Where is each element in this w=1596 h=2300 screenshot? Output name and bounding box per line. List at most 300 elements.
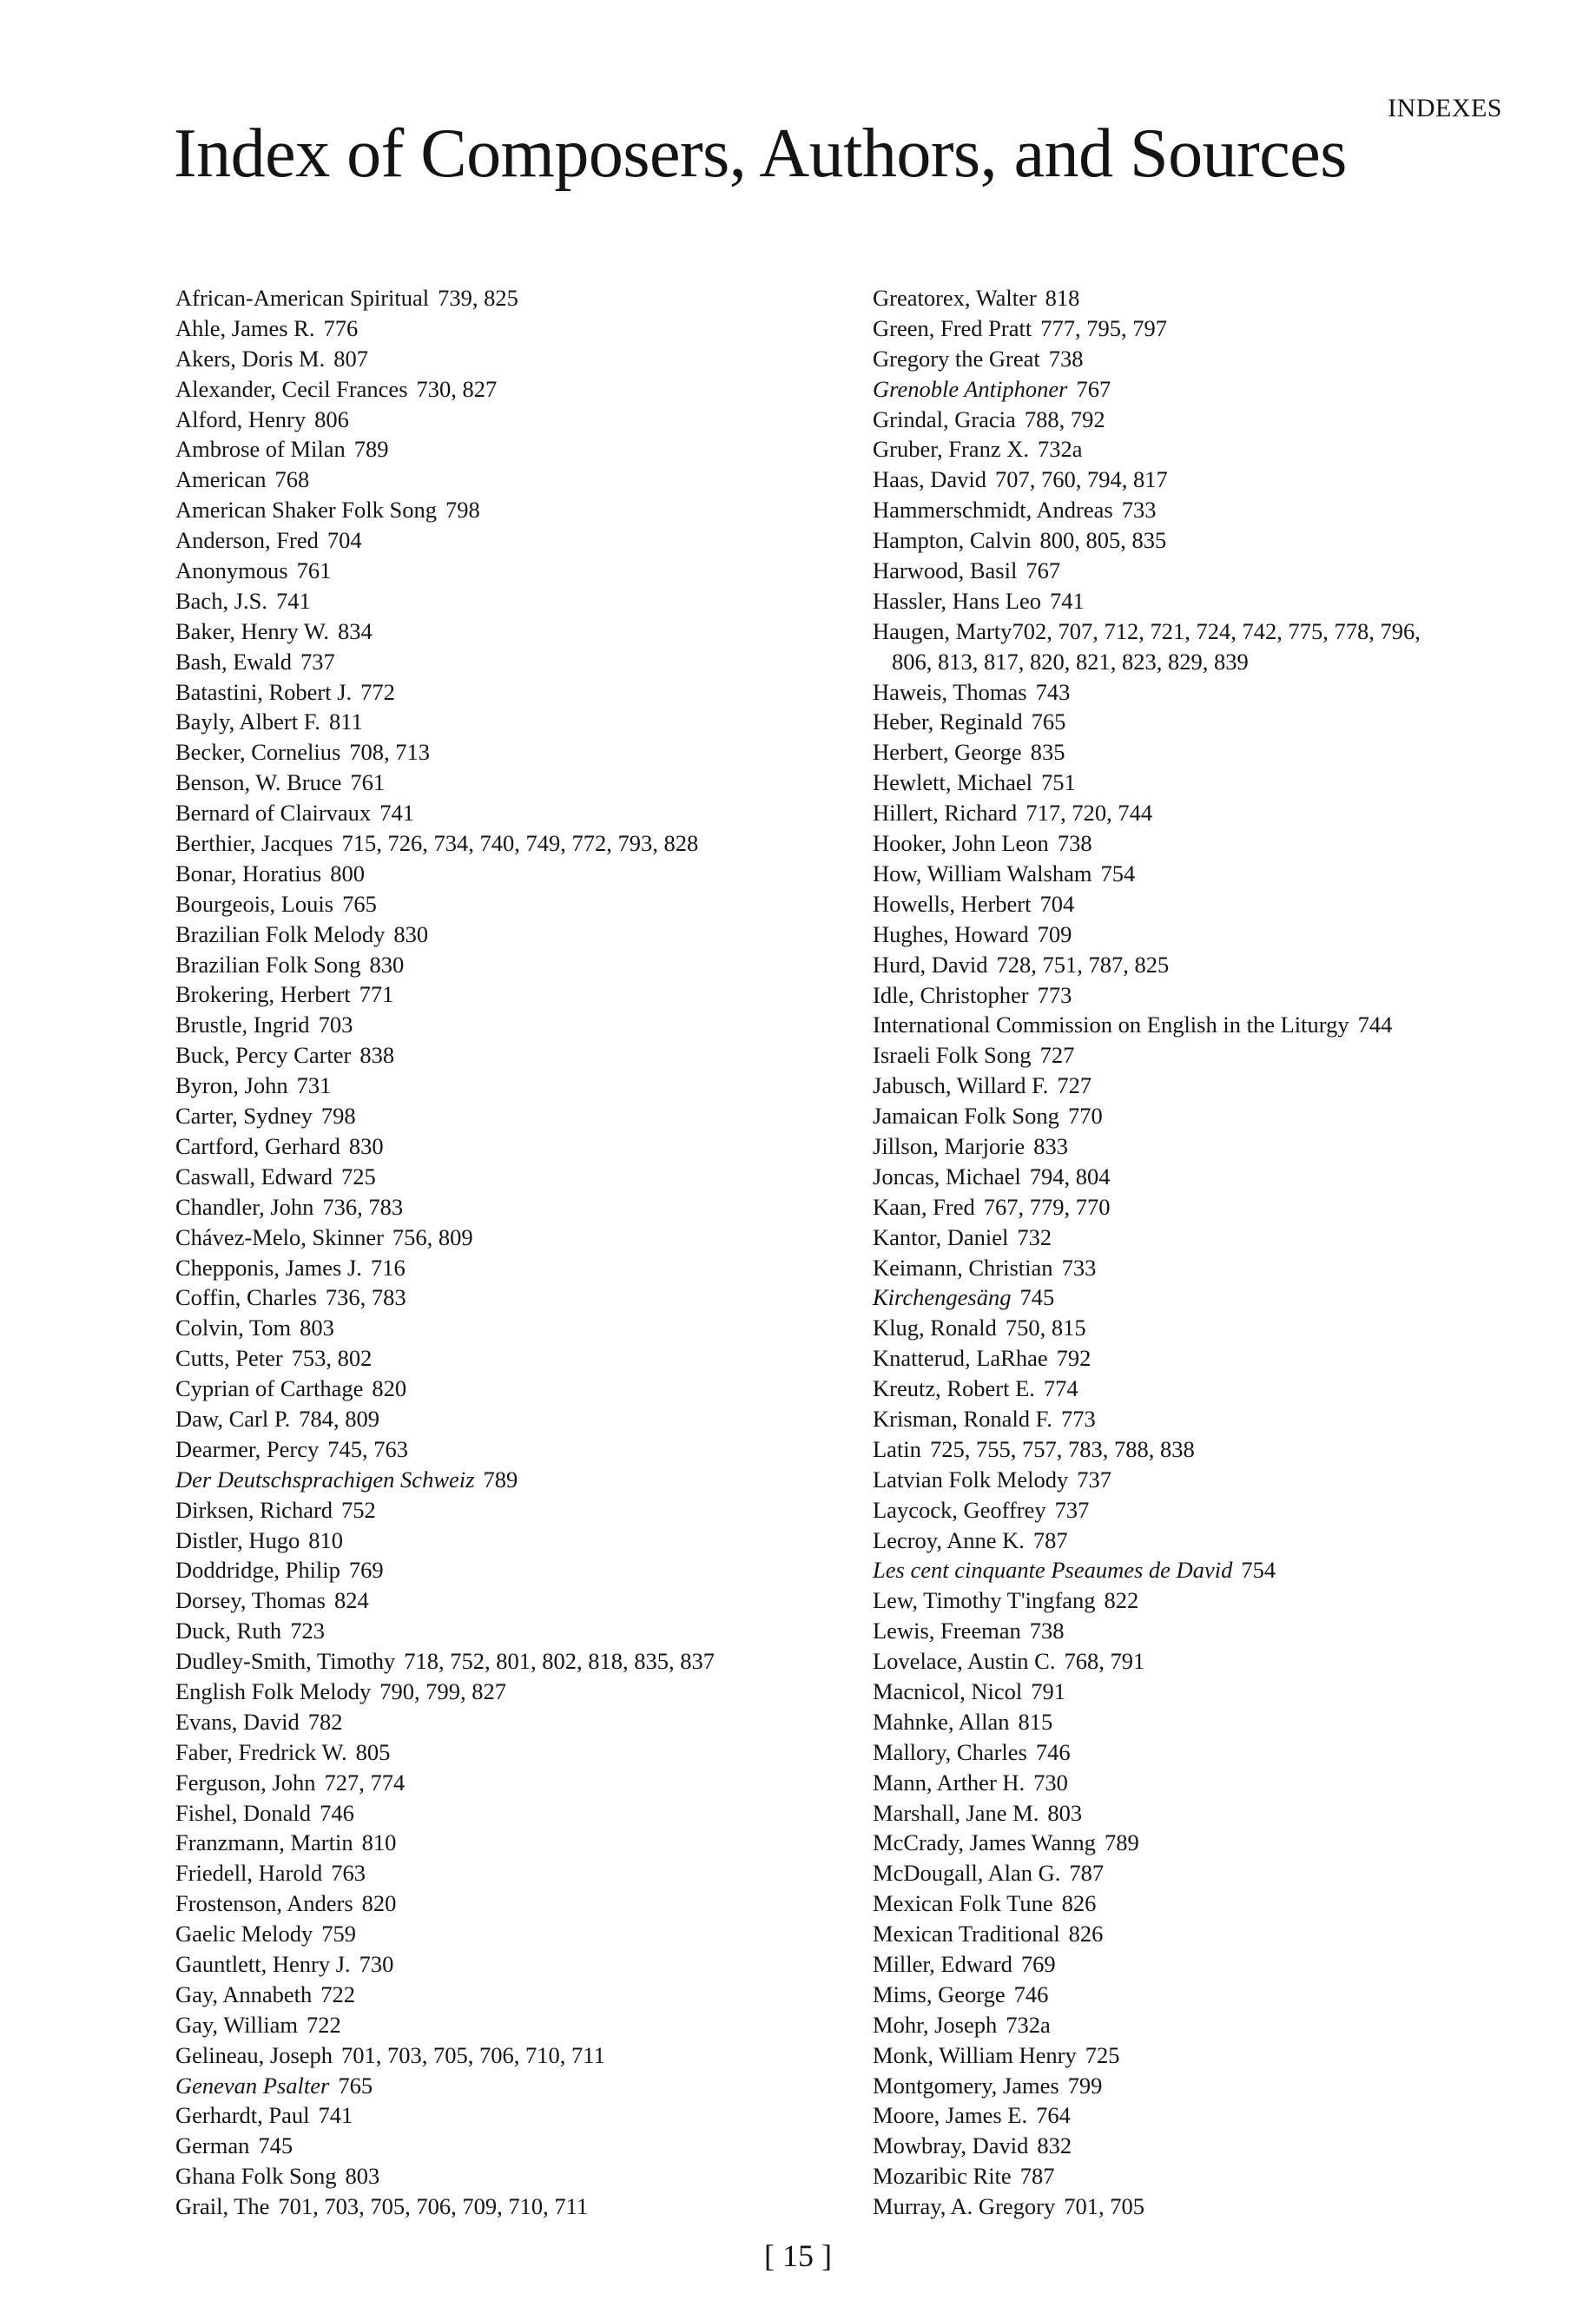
entry-pages: 834 bbox=[338, 617, 373, 644]
entry-name: Hurd, David bbox=[873, 951, 988, 978]
entry-pages: 723 bbox=[290, 1618, 325, 1644]
entry-name: Macnicol, Nicol bbox=[873, 1677, 1023, 1704]
entry-name: Batastini, Robert J. bbox=[175, 678, 353, 705]
entry-name: Gerhardt, Paul bbox=[175, 2102, 310, 2129]
entry-name: Greatorex, Walter bbox=[873, 285, 1037, 311]
entry-pages: 826 bbox=[1068, 1921, 1104, 1947]
entry-name: Anonymous bbox=[175, 557, 288, 584]
entry-pages: 763 bbox=[331, 1860, 366, 1887]
index-entry bbox=[873, 405, 1515, 435]
index-entry bbox=[175, 1526, 835, 1556]
entry-name: Herbert, George bbox=[873, 739, 1022, 766]
entry-pages: 701, 703, 705, 706, 709, 710, 711 bbox=[278, 2193, 589, 2220]
entry-pages: 811 bbox=[328, 708, 363, 735]
entry-name: Ghana Folk Song bbox=[175, 2163, 337, 2190]
index-column-left bbox=[175, 283, 835, 2222]
entry-name: Friedell, Harold bbox=[175, 1860, 323, 1887]
entry-name: Lovelace, Austin C. bbox=[873, 1648, 1056, 1675]
entry-pages: 832 bbox=[1037, 2132, 1072, 2159]
index-entry bbox=[873, 1526, 1515, 1556]
entry-pages: 754 bbox=[1241, 1557, 1276, 1584]
entry-name: McDougall, Alan G. bbox=[873, 1860, 1061, 1887]
entry-name: Mozaribic Rite bbox=[873, 2163, 1012, 2190]
index-entry bbox=[873, 2191, 1515, 2222]
index-entry bbox=[175, 1131, 835, 1162]
index-entry bbox=[175, 1555, 835, 1585]
entry-pages: 782 bbox=[307, 1708, 343, 1735]
entry-name: Howells, Herbert bbox=[873, 890, 1032, 917]
index-entry bbox=[175, 1192, 835, 1222]
index-entry bbox=[873, 313, 1515, 344]
index-entry bbox=[175, 1343, 835, 1374]
entry-pages: 792 bbox=[1056, 1345, 1091, 1372]
index-entry bbox=[873, 1313, 1515, 1343]
entry-name: Jabusch, Willard F. bbox=[873, 1072, 1049, 1099]
entry-name: Idle, Christopher bbox=[873, 981, 1029, 1008]
entry-name: Daw, Carl P. bbox=[175, 1405, 291, 1432]
entry-name: Gay, Annabeth bbox=[175, 1980, 313, 2007]
index-entry bbox=[175, 1404, 835, 1434]
index-entry bbox=[175, 2040, 835, 2071]
entry-name: Joncas, Michael bbox=[873, 1163, 1021, 1190]
index-entry bbox=[175, 1313, 835, 1343]
entry-pages: 761 bbox=[350, 769, 386, 796]
index-entry bbox=[873, 798, 1515, 828]
index-entry bbox=[175, 1495, 835, 1526]
index-entry bbox=[873, 1253, 1515, 1283]
entry-pages: 773 bbox=[1060, 1405, 1096, 1432]
index-entry bbox=[873, 1010, 1515, 1040]
entry-name: Becker, Cornelius bbox=[175, 739, 341, 766]
entry-name: Bayly, Albert F. bbox=[175, 708, 320, 735]
entry-pages: 702, 707, 712, 721, 724, 742, 775, 778, 796, bbox=[1012, 617, 1421, 644]
index-entry bbox=[873, 465, 1515, 495]
entry-name: American Shaker Folk Song bbox=[175, 497, 438, 524]
entry-name: Miller, Edward bbox=[873, 1951, 1012, 1977]
index-entry bbox=[873, 1131, 1515, 1162]
entry-name: Mahnke, Allan bbox=[873, 1708, 1010, 1735]
index-entry bbox=[175, 1374, 835, 1404]
entry-pages: 709 bbox=[1037, 920, 1072, 947]
entry-name: Montgomery, James bbox=[873, 2072, 1059, 2099]
entry-name: Krisman, Ronald F. bbox=[873, 1405, 1052, 1432]
entry-pages: 744 bbox=[1357, 1012, 1393, 1038]
entry-name: Brazilian Folk Song bbox=[175, 951, 361, 978]
entry-pages: 727 bbox=[1057, 1072, 1092, 1099]
index-entry bbox=[873, 525, 1515, 556]
entry-name: Marshall, Jane M. bbox=[873, 1799, 1039, 1826]
entry-name: Dudley-Smith, Timothy bbox=[175, 1648, 396, 1675]
entry-name: Heber, Reginald bbox=[873, 708, 1023, 735]
entry-pages: 738 bbox=[1048, 345, 1084, 372]
entry-pages: 815 bbox=[1018, 1708, 1053, 1735]
entry-name: Dirksen, Richard bbox=[175, 1496, 333, 1523]
index-entry bbox=[175, 1040, 835, 1071]
index-entry bbox=[873, 1616, 1515, 1646]
entry-name: Latin bbox=[873, 1435, 921, 1462]
entry-pages: 765 bbox=[1031, 708, 1066, 735]
index-entry bbox=[873, 1040, 1515, 1071]
index-entry bbox=[175, 283, 835, 313]
entry-name: Les cent cinquante Pseaumes de David bbox=[873, 1557, 1233, 1584]
index-entry bbox=[175, 1828, 835, 1858]
entry-name: Grenoble Antiphoner bbox=[873, 375, 1068, 402]
index-entry bbox=[175, 1677, 835, 1707]
section-label: INDEXES bbox=[1388, 94, 1502, 122]
entry-pages: 746 bbox=[1013, 1980, 1049, 2007]
index-entry bbox=[175, 2131, 835, 2161]
index-entry bbox=[873, 1495, 1515, 1526]
entry-name: Franzmann, Martin bbox=[175, 1829, 353, 1856]
index-entry bbox=[873, 1555, 1515, 1585]
entry-name: McCrady, James Wanng bbox=[873, 1829, 1096, 1856]
entry-pages: 794, 804 bbox=[1029, 1163, 1111, 1190]
index-entry bbox=[873, 2161, 1515, 2191]
entry-pages: 803 bbox=[345, 2163, 380, 2190]
entry-name: Distler, Hugo bbox=[175, 1526, 300, 1553]
entry-name: How, William Walsham bbox=[873, 860, 1092, 886]
entry-pages: 789 bbox=[483, 1466, 518, 1493]
entry-name: Haugen, Marty bbox=[873, 617, 1012, 644]
entry-name: Brazilian Folk Melody bbox=[175, 920, 386, 947]
entry-pages-continuation: 806, 813, 817, 820, 821, 823, 829, 839 bbox=[892, 648, 1249, 675]
entry-name: Monk, William Henry bbox=[873, 2041, 1077, 2068]
entry-name: Mohr, Joseph bbox=[873, 2011, 998, 2038]
entry-name: Hewlett, Michael bbox=[873, 769, 1032, 796]
entry-name: African-American Spiritual bbox=[175, 285, 430, 311]
index-entry bbox=[175, 950, 835, 980]
entry-pages: 733 bbox=[1121, 497, 1157, 524]
entry-pages: 807 bbox=[333, 345, 368, 372]
entry-name: Mann, Arther H. bbox=[873, 1769, 1026, 1796]
entry-pages: 737 bbox=[1077, 1466, 1111, 1493]
entry-pages: 718, 752, 801, 802, 818, 835, 837 bbox=[404, 1648, 716, 1675]
entry-pages: 768 bbox=[274, 466, 310, 493]
entry-name: Lecroy, Anne K. bbox=[873, 1526, 1025, 1553]
entry-pages: 765 bbox=[342, 890, 377, 917]
entry-name: Gauntlett, Henry J. bbox=[175, 1950, 351, 1977]
entry-name: Keimann, Christian bbox=[873, 1254, 1053, 1281]
entry-pages: 773 bbox=[1037, 981, 1072, 1008]
entry-name: Green, Fred Pratt bbox=[873, 314, 1032, 341]
index-entry bbox=[873, 1888, 1515, 1919]
entry-name: German bbox=[175, 2132, 250, 2159]
entry-name: Baker, Henry W. bbox=[175, 617, 330, 644]
index-entry bbox=[873, 1737, 1515, 1768]
entry-pages: 789 bbox=[353, 436, 389, 463]
entry-pages: 703 bbox=[318, 1012, 353, 1038]
entry-name: Kreutz, Robert E. bbox=[873, 1375, 1035, 1402]
entry-name: Jillson, Marjorie bbox=[873, 1132, 1026, 1159]
entry-pages: 727 bbox=[1039, 1042, 1075, 1069]
entry-pages: 771 bbox=[359, 981, 394, 1008]
entry-name: Bonar, Horatius bbox=[175, 860, 322, 886]
entry-name: Mexican Traditional bbox=[873, 1921, 1060, 1947]
entry-pages: 759 bbox=[321, 1921, 356, 1947]
entry-pages: 791 bbox=[1031, 1677, 1065, 1704]
index-entry bbox=[175, 313, 835, 344]
index-entry bbox=[175, 889, 835, 919]
entry-pages: 736, 783 bbox=[322, 1193, 404, 1220]
entry-pages: 701, 703, 705, 706, 710, 711 bbox=[341, 2041, 605, 2068]
index-entry bbox=[873, 737, 1515, 768]
entry-name: Alford, Henry bbox=[175, 405, 307, 432]
entry-pages: 745 bbox=[1019, 1284, 1055, 1311]
index-entry bbox=[873, 1707, 1515, 1737]
entry-name: Haweis, Thomas bbox=[873, 678, 1027, 705]
entry-name: Berthier, Jacques bbox=[175, 830, 333, 857]
entry-pages: 764 bbox=[1036, 2102, 1071, 2129]
entry-pages: 774 bbox=[1043, 1375, 1078, 1402]
entry-name: Hampton, Calvin bbox=[873, 527, 1032, 554]
index-entry bbox=[873, 1374, 1515, 1404]
entry-pages: 770 bbox=[1067, 1103, 1103, 1130]
entry-pages: 708, 713 bbox=[349, 739, 431, 766]
index-entry bbox=[175, 1858, 835, 1888]
index-entry bbox=[873, 2040, 1515, 2071]
entry-pages: 725, 755, 757, 783, 788, 838 bbox=[929, 1435, 1195, 1462]
entry-pages: 741 bbox=[379, 800, 414, 827]
index-entry bbox=[873, 1162, 1515, 1192]
entry-pages: 738 bbox=[1057, 830, 1092, 857]
entry-name: Cartford, Gerhard bbox=[175, 1132, 340, 1159]
index-entry bbox=[175, 737, 835, 768]
entry-name: Caswall, Edward bbox=[175, 1163, 333, 1190]
entry-pages: 830 bbox=[348, 1132, 384, 1159]
entry-name: Genevan Psalter bbox=[175, 2072, 330, 2099]
entry-pages: 704 bbox=[326, 527, 362, 554]
index-entry bbox=[175, 1949, 835, 1980]
entry-pages: 707, 760, 794, 817 bbox=[995, 466, 1168, 493]
index-entry bbox=[175, 1798, 835, 1829]
entry-pages: 741 bbox=[1049, 587, 1085, 614]
index-entry bbox=[175, 1919, 835, 1949]
entry-name: Lew, Timothy T'ingfang bbox=[873, 1587, 1096, 1614]
index-entry bbox=[175, 2071, 835, 2101]
entry-name: Harwood, Basil bbox=[873, 557, 1018, 584]
index-entry bbox=[175, 1465, 835, 1495]
entry-pages: 818 bbox=[1045, 285, 1080, 311]
entry-pages: 822 bbox=[1104, 1587, 1139, 1614]
entry-pages: 745, 763 bbox=[327, 1435, 408, 1462]
entry-name: Cutts, Peter bbox=[175, 1345, 283, 1372]
entry-pages: 737 bbox=[1054, 1496, 1090, 1523]
entry-name: Hammerschmidt, Andreas bbox=[873, 497, 1113, 524]
entry-pages: 728, 751, 787, 825 bbox=[996, 951, 1170, 978]
entry-pages: 806 bbox=[314, 405, 349, 432]
index-entry bbox=[175, 2161, 835, 2191]
entry-name: Bourgeois, Louis bbox=[175, 890, 334, 917]
entry-pages: 725 bbox=[1085, 2041, 1120, 2068]
entry-pages: 745 bbox=[258, 2132, 293, 2159]
index-entry bbox=[175, 919, 835, 950]
index-entry bbox=[175, 828, 835, 859]
entry-name: Benson, W. Bruce bbox=[175, 769, 342, 796]
entry-name: Grail, The bbox=[175, 2193, 270, 2220]
index-entry bbox=[175, 586, 835, 616]
index-entry bbox=[175, 859, 835, 889]
entry-pages: 799 bbox=[1067, 2072, 1103, 2099]
entry-name: Mims, George bbox=[873, 1980, 1006, 2007]
index-entry bbox=[873, 374, 1515, 405]
entry-pages: 772 bbox=[360, 678, 395, 705]
entry-pages: 810 bbox=[308, 1526, 343, 1553]
index-entry bbox=[873, 616, 1515, 677]
entry-pages: 743 bbox=[1035, 678, 1071, 705]
page-title: Index of Composers, Authors, and Sources bbox=[174, 115, 1347, 192]
index-entry bbox=[175, 1222, 835, 1253]
entry-name: International Commission on English in the Liturgy bbox=[873, 1012, 1349, 1038]
entry-pages: 788, 792 bbox=[1024, 405, 1105, 432]
index-entry bbox=[175, 1585, 835, 1616]
index-entry bbox=[873, 556, 1515, 586]
index-entry bbox=[175, 434, 835, 465]
entry-name: Latvian Folk Melody bbox=[873, 1466, 1069, 1493]
entry-pages: 739, 825 bbox=[438, 285, 518, 311]
index-entry bbox=[873, 1101, 1515, 1131]
entry-pages: 741 bbox=[276, 587, 311, 614]
entry-name: Buck, Percy Carter bbox=[175, 1042, 352, 1069]
index-entry bbox=[873, 1858, 1515, 1888]
entry-pages: 800 bbox=[330, 860, 365, 886]
entry-name: Gelineau, Joseph bbox=[175, 2041, 333, 2068]
index-entry bbox=[175, 2191, 835, 2222]
index-entry bbox=[873, 495, 1515, 525]
entry-name: Evans, David bbox=[175, 1708, 300, 1735]
entry-name: Gruber, Franz X. bbox=[873, 436, 1029, 463]
index-entry bbox=[175, 1616, 835, 1646]
entry-name: Israeli Folk Song bbox=[873, 1042, 1032, 1069]
index-entry bbox=[175, 1162, 835, 1192]
index-entry bbox=[873, 2071, 1515, 2101]
index-entry bbox=[175, 1768, 835, 1798]
entry-pages: 787 bbox=[1019, 2163, 1055, 2190]
entry-pages: 835 bbox=[1030, 739, 1065, 766]
entry-name: Chepponis, James J. bbox=[175, 1254, 362, 1281]
entry-pages: 725 bbox=[341, 1163, 376, 1190]
index-entry bbox=[873, 1282, 1515, 1313]
entry-pages: 756, 809 bbox=[392, 1223, 473, 1250]
entry-pages: 754 bbox=[1100, 860, 1136, 886]
entry-name: Byron, John bbox=[175, 1072, 288, 1099]
entry-name: Dorsey, Thomas bbox=[175, 1587, 326, 1614]
index-entry bbox=[175, 1071, 835, 1101]
entry-pages: 833 bbox=[1033, 1132, 1068, 1159]
index-entry bbox=[175, 465, 835, 495]
index-entry bbox=[175, 1101, 835, 1131]
entry-name: Dearmer, Percy bbox=[175, 1435, 320, 1462]
entry-name: Akers, Doris M. bbox=[175, 345, 326, 372]
entry-name: American bbox=[175, 466, 267, 493]
entry-pages: 761 bbox=[296, 557, 332, 584]
index-entry bbox=[873, 1828, 1515, 1858]
entry-name: Hughes, Howard bbox=[873, 920, 1029, 947]
entry-pages: 838 bbox=[359, 1042, 395, 1069]
entry-pages: 790, 799, 827 bbox=[379, 1677, 507, 1704]
index-entry bbox=[873, 283, 1515, 313]
index-entry bbox=[873, 434, 1515, 465]
entry-name: Kirchengesäng bbox=[873, 1284, 1012, 1311]
entry-pages: 736, 783 bbox=[325, 1284, 406, 1311]
index-entry bbox=[873, 889, 1515, 919]
entry-pages: 746 bbox=[1035, 1738, 1071, 1765]
index-entry bbox=[175, 1646, 835, 1677]
entry-name: Doddridge, Philip bbox=[175, 1557, 340, 1584]
entry-name: Mowbray, David bbox=[873, 2132, 1029, 2159]
entry-pages: 731 bbox=[296, 1072, 332, 1099]
index-entry bbox=[873, 1343, 1515, 1374]
index-entry bbox=[873, 1646, 1515, 1677]
index-entry bbox=[873, 1798, 1515, 1829]
entry-pages: 787 bbox=[1032, 1526, 1068, 1553]
entry-name: Mexican Folk Tune bbox=[873, 1890, 1053, 1917]
entry-name: Jamaican Folk Song bbox=[873, 1103, 1059, 1130]
entry-name: Gay, William bbox=[175, 2011, 298, 2038]
entry-name: Anderson, Fred bbox=[175, 527, 319, 554]
entry-pages: 727, 774 bbox=[324, 1769, 406, 1796]
entry-pages: 751 bbox=[1040, 769, 1076, 796]
index-entry bbox=[175, 344, 835, 374]
index-entry bbox=[873, 586, 1515, 616]
index-entry bbox=[873, 707, 1515, 737]
entry-name: Ambrose of Milan bbox=[175, 436, 346, 463]
entry-pages: 830 bbox=[369, 951, 405, 978]
index-entry bbox=[175, 647, 835, 677]
index-entry bbox=[175, 1010, 835, 1040]
index-entry bbox=[873, 2100, 1515, 2131]
entry-name: Haas, David bbox=[873, 466, 986, 493]
entry-pages: 730, 827 bbox=[416, 375, 498, 402]
index-entry bbox=[873, 950, 1515, 980]
entry-pages: 750, 815 bbox=[1005, 1315, 1086, 1341]
entry-name: Grindal, Gracia bbox=[873, 405, 1016, 432]
entry-name: Chandler, John bbox=[175, 1193, 314, 1220]
index-entry bbox=[175, 2100, 835, 2131]
index-entry bbox=[175, 707, 835, 737]
entry-name: Chávez-Melo, Skinner bbox=[175, 1223, 384, 1250]
entry-pages: 805 bbox=[355, 1738, 391, 1765]
index-entry bbox=[873, 1465, 1515, 1495]
index-entry bbox=[175, 525, 835, 556]
entry-pages: 767, 779, 770 bbox=[983, 1193, 1111, 1220]
entry-pages: 810 bbox=[361, 1829, 397, 1856]
entry-pages: 800, 805, 835 bbox=[1039, 527, 1167, 554]
index-entry bbox=[175, 616, 835, 647]
entry-name: Bernard of Clairvaux bbox=[175, 800, 372, 827]
entry-pages: 752 bbox=[341, 1496, 376, 1523]
index-entry bbox=[175, 495, 835, 525]
entry-name: Murray, A. Gregory bbox=[873, 2193, 1056, 2220]
index-entry bbox=[873, 1919, 1515, 1949]
index-entry bbox=[175, 768, 835, 798]
entry-pages: 730 bbox=[1033, 1769, 1068, 1796]
entry-pages: 769 bbox=[348, 1557, 384, 1584]
entry-name: Hooker, John Leon bbox=[873, 830, 1049, 857]
entry-name: Coffin, Charles bbox=[175, 1284, 317, 1311]
entry-name: Kaan, Fred bbox=[873, 1193, 975, 1220]
index-entry bbox=[873, 1949, 1515, 1980]
entry-pages: 767 bbox=[1026, 557, 1061, 584]
index-entry bbox=[175, 1707, 835, 1737]
entry-pages: 768, 791 bbox=[1064, 1648, 1145, 1675]
index-entry bbox=[175, 979, 835, 1010]
index-entry bbox=[175, 1253, 835, 1283]
entry-pages: 732a bbox=[1037, 436, 1083, 463]
entry-pages: 722 bbox=[320, 1980, 355, 2007]
entry-pages: 765 bbox=[338, 2072, 373, 2099]
entry-pages: 824 bbox=[333, 1587, 369, 1614]
entry-pages: 803 bbox=[300, 1315, 334, 1341]
